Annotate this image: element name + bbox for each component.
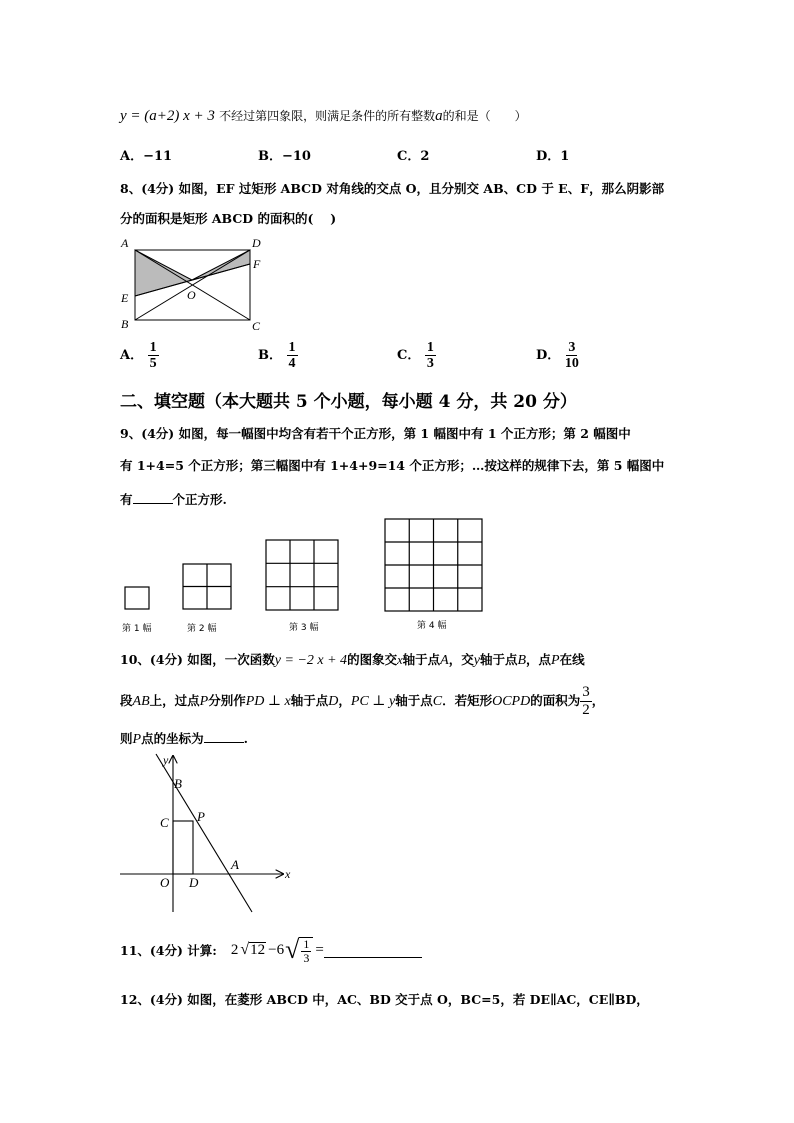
q8-label-b: B	[121, 317, 129, 331]
q11	[120, 935, 422, 965]
q8-option-b-fraction: $\frac{1}{4}$	[288, 340, 296, 371]
q9-squares-figure	[118, 515, 488, 635]
q9-line2: 有 1+4=5 个正方形；第三幅图中有 1+4+9=14 个正方形；…按这样的规律下去，第 5 幅图中	[120, 458, 665, 473]
q10-label-b: B	[174, 776, 182, 791]
q8-label-d: D	[252, 236, 261, 250]
q8-option-c: C． $\frac{1}{3}$	[397, 340, 434, 371]
q10-area-fraction: $\frac{3}{2}$	[582, 684, 590, 718]
q10-rectangle-ocpd	[173, 821, 193, 874]
q10-line-ab	[156, 754, 252, 912]
q8-option-d: D． $\frac{3}{10}$	[536, 340, 579, 371]
q9-line1: 9、(4分) 如图，每一幅图中均含有若干个正方形，第 1 幅图中有 1 个正方形；第 2 幅图中	[120, 426, 631, 441]
q9-caption-2: 第 2 幅	[187, 624, 217, 634]
q10-label-a: A	[231, 857, 239, 872]
q9-answer-blank[interactable]	[133, 503, 173, 504]
q8-option-d-fraction: $\frac{3}{10}$	[564, 340, 579, 371]
q11-answer-blank[interactable]	[324, 943, 422, 958]
q8-rectangle-figure	[118, 234, 268, 334]
q8-option-a-fraction: $\frac{1}{5}$	[149, 340, 157, 371]
q8-shaded-left	[135, 250, 192, 296]
q8-label-e: E	[121, 291, 129, 305]
q9-caption-3: 第 3 幅	[289, 623, 319, 633]
q10-label-x: x	[285, 867, 291, 881]
q7-stem	[120, 107, 527, 125]
q11-expression: 2 √ 12 −6 √ $\frac{1}{3}$ =	[231, 935, 422, 965]
q10-line2: 段AB上，过点P分别作PD ⊥ x轴于点D，PC ⊥ y轴于点C．若矩形OCPD的面积为 $\frac{3}{2}$ ，	[120, 684, 605, 718]
q12-line1: 12、(4分) 如图，在菱形 ABCD 中，AC、BD 交于点 O，BC=5，若 DE∥AC，CE∥BD，	[120, 992, 649, 1007]
q7-option-d: D．1	[536, 149, 570, 164]
q10-label-p: P	[197, 809, 205, 824]
q7-text: 不经过第四象限，则满足条件的所有整数	[219, 109, 436, 123]
q10-coordinate-figure	[118, 752, 298, 914]
q7-option-b: B．−10	[258, 149, 311, 164]
q10-answer-blank[interactable]	[204, 742, 244, 743]
q11-prefix: 11、(4分) 计算:	[120, 943, 217, 958]
q10-label-y: y	[163, 753, 169, 767]
q8-label-f: F	[253, 257, 261, 271]
q8-shaded-right	[192, 250, 250, 280]
q10-line3: 则P点的坐标为 .	[120, 731, 248, 747]
q9-line3: 有 个正方形.	[120, 492, 227, 507]
q8-label-o: O	[187, 288, 196, 302]
q9-caption-1: 第 1 幅	[122, 624, 152, 634]
q8-option-c-fraction: $\frac{1}{3}$	[426, 340, 434, 371]
q10-label-d: D	[189, 875, 199, 890]
q8-label-c: C	[252, 319, 261, 333]
q10-label-o: O	[160, 875, 170, 890]
q7-option-c: C．2	[397, 149, 430, 164]
q8-option-b: B． $\frac{1}{4}$	[258, 340, 296, 371]
q9-fig1	[125, 587, 149, 609]
q8-option-a: A． $\frac{1}{5}$	[120, 340, 157, 371]
q7-tail: 的和是（ ）	[442, 109, 527, 123]
q9-caption-4: 第 4 幅	[417, 621, 447, 631]
q7-formula: y = (a+2) x + 3	[120, 108, 215, 124]
q8-line1: 8、(4分) 如图，EF 过矩形 ABCD 对角线的交点 O，且分别交 AB、CD 于 E、F，那么阴影部	[120, 181, 665, 196]
q10-line1: 10、(4分) 如图，一次函数y = −2 x + 4的图象交x轴于点A，交y轴于点B，点P在线	[120, 652, 585, 668]
q9-fig3	[266, 540, 338, 610]
q7-var: a	[435, 108, 443, 124]
q7-option-a: A．−11	[120, 149, 173, 164]
q8-line2: 分的面积是矩形 ABCD 的面积的( )	[120, 211, 337, 226]
section-title: 二、填空题（本大题共 5 个小题，每小题 4 分，共 20 分）	[120, 392, 577, 412]
q8-label-a: A	[121, 236, 129, 250]
q10-label-c: C	[160, 815, 169, 830]
